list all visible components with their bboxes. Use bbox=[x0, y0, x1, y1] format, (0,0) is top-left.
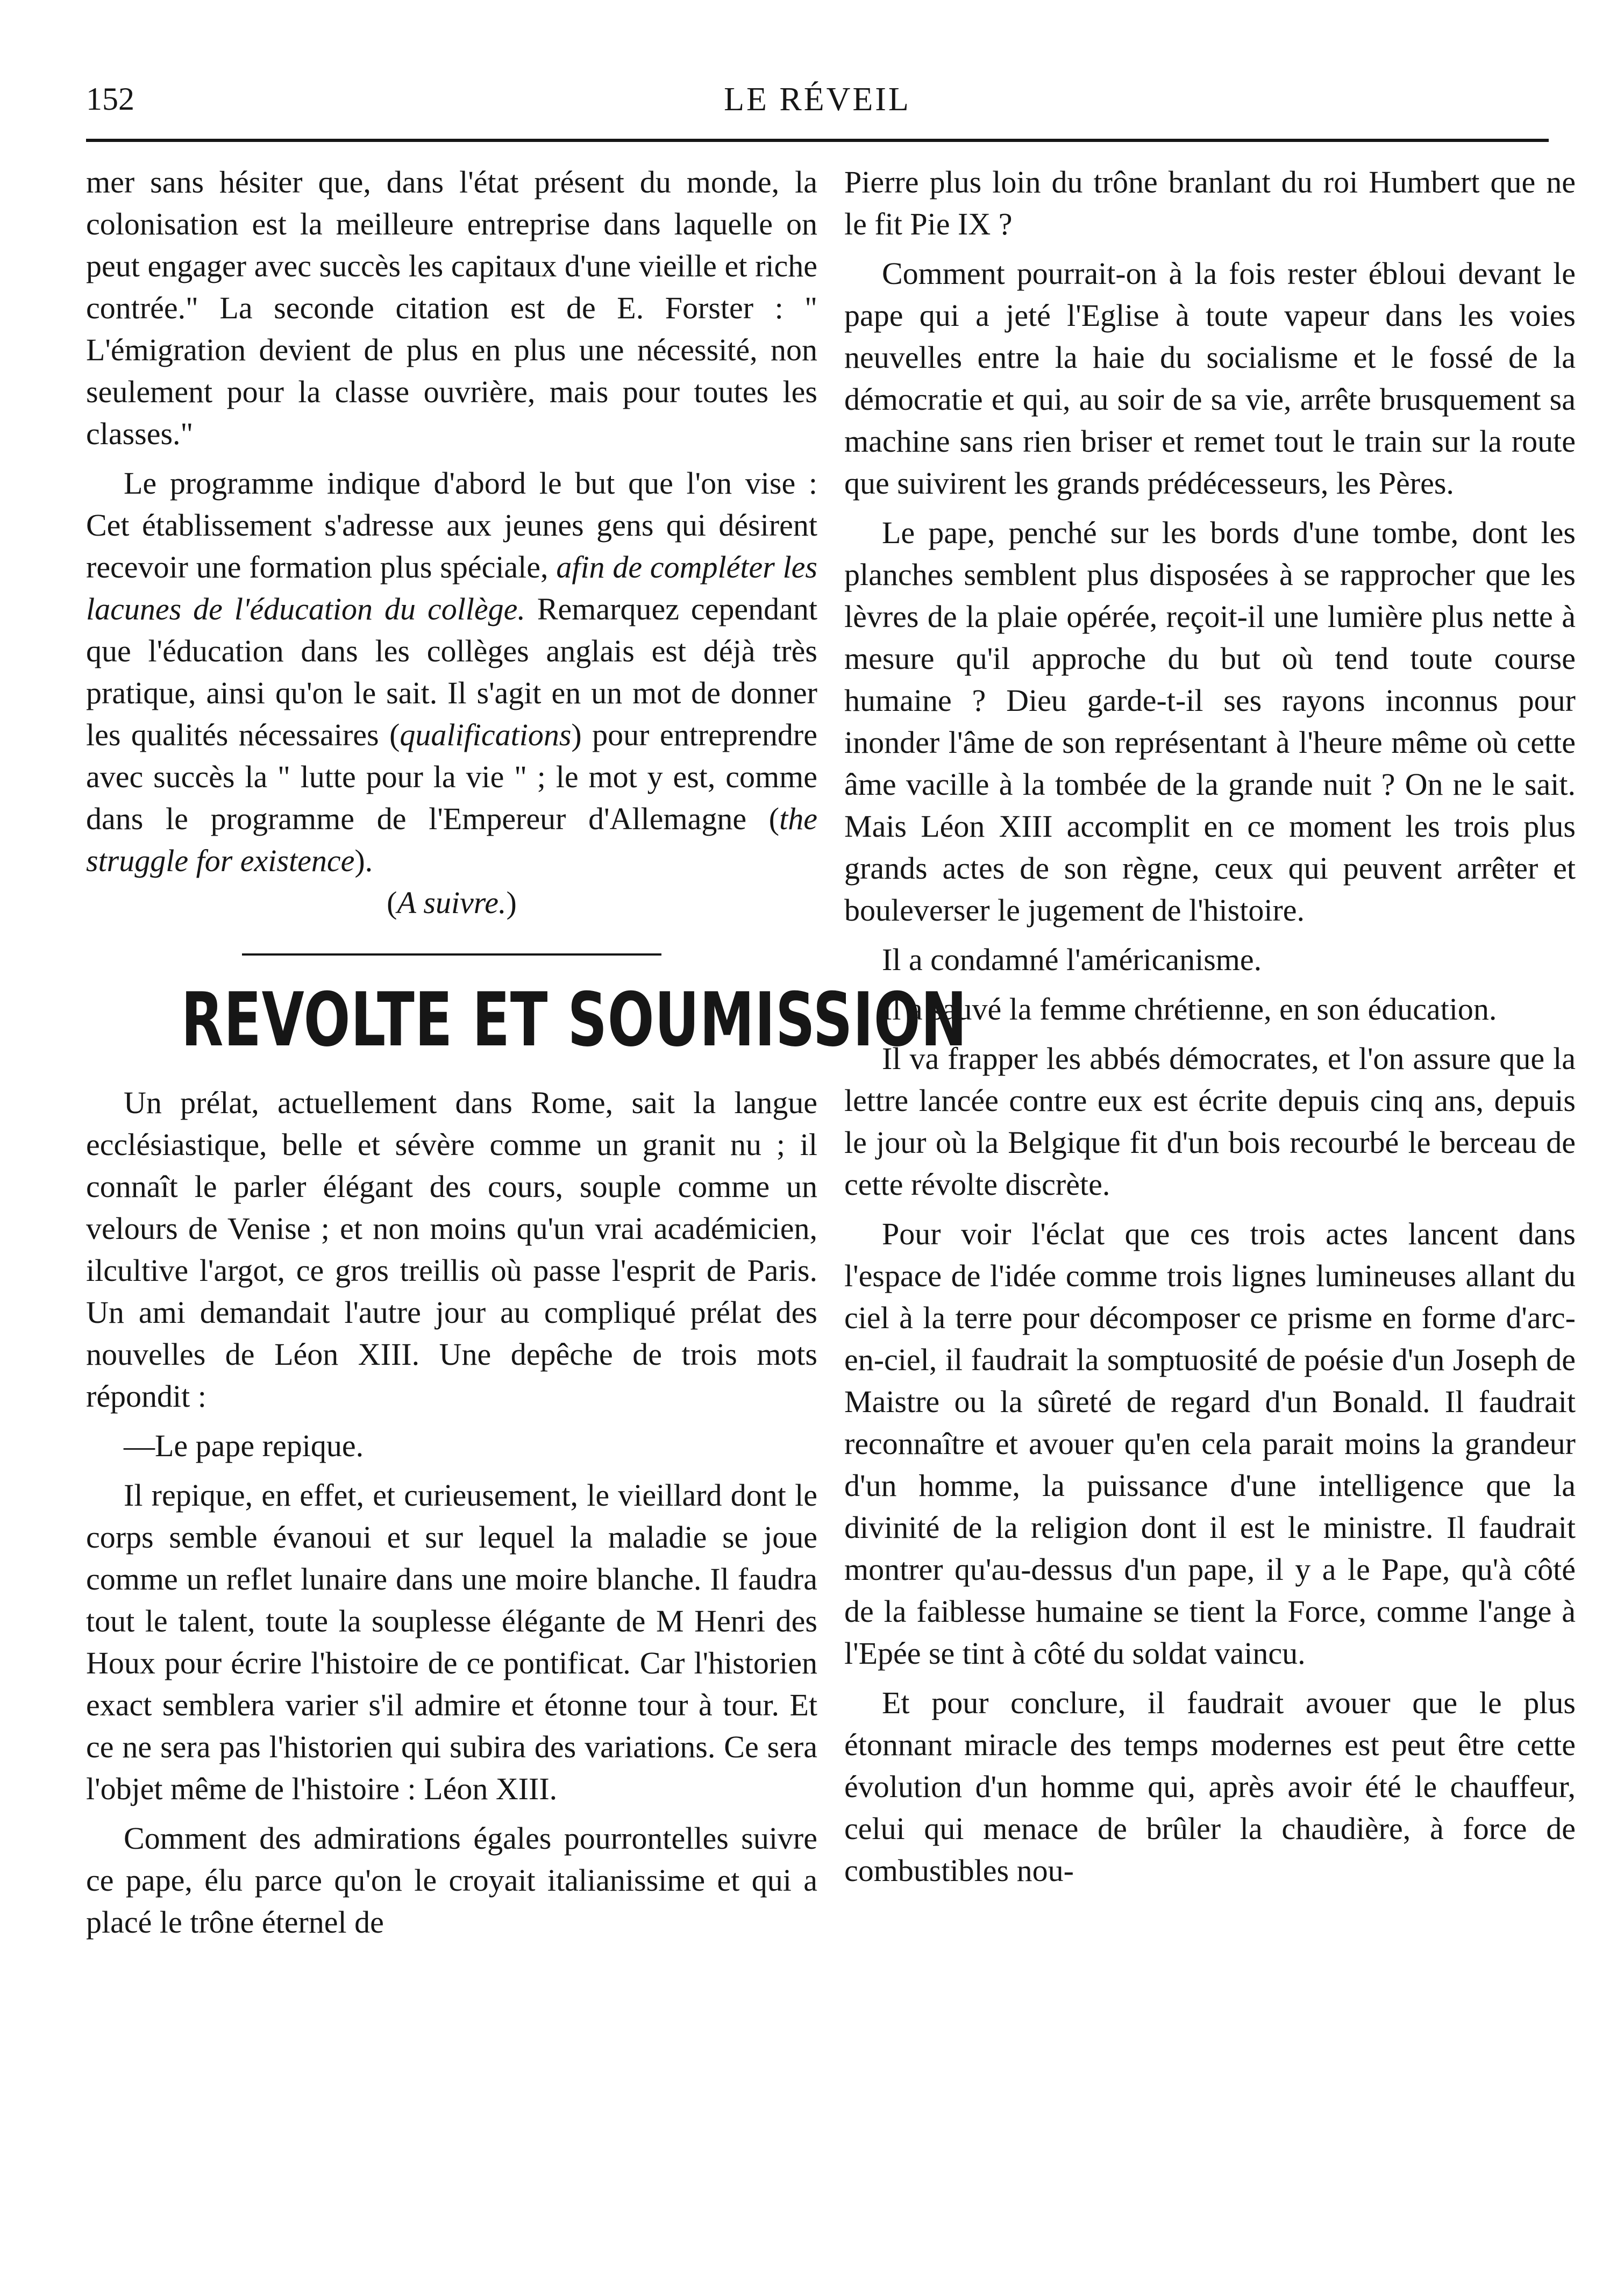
paragraph: Pour voir l'éclat que ces trois actes lancent dans l'espace de l'idée comme trois lignes lumineuses allant du ciel à la terre pour décomposer ce prisme en forme d'arc-en-ciel, il faudrait la somptuosité de poésie d'un Joseph de Maistre ou la sûreté de regard d'un Bonald. Il faudrait reconnaître et avouer qu'en cela parait moins la grandeur d'un homme, la puissance d'une intelligence que la divinité de la religion dont il est le ministre. Il faudrait montrer qu'au-dessus d'un pape, il y a le Pape, qu'à côté de la faiblesse humaine se tient la Force, comme l'ange à l'Epée se tint à côté du soldat vaincu. bbox=[844, 1216, 1576, 1671]
section-title: REVOLTE ET SOUMISSION bbox=[181, 977, 967, 1063]
page-number: 152 bbox=[86, 81, 134, 117]
paragraph: Il repique, en effet, et curieusement, le vieillard dont le corps semble évanoui et sur lequel la maladie se joue comme un reflet lunaire dans une moire blanche. Il faudra tout le talent, toute la souplesse élégante de M Henri des Houx pour écrire l'histoire de ce pontificat. Car l'historien exact semblera varier s'il admire et étonne tour à tour. Et ce ne sera pas l'historien qui subira des variations. Ce sera l'objet même de l'histoire : Léon XIII. bbox=[86, 1478, 817, 1806]
running-title: LE RÉVEIL bbox=[724, 81, 911, 118]
header-rule bbox=[86, 139, 1549, 142]
paragraph: Un prélat, actuellement dans Rome, sait la langue ecclésiastique, belle et sévère comme un granit nu ; il connaît le parler élégant des cours, souple comme un velours de Venise ; et non moins qu'un vrai académicien, ilcultive l'argot, ce gros treillis où passe l'esprit de Paris. Un ami demandait l'autre jour au compliqué prélat des nouvelles de Léon XIII. Une depêche de trois mots répondit : bbox=[86, 1085, 817, 1414]
paragraph: mer sans hésiter que, dans l'état présent du monde, la colonisation est la meilleure entreprise dans laquelle on peut engager avec succès les capitaux d'une vieille et riche contrée." La seconde citation est de E. Forster : " L'émigration devient de plus en plus une nécessité, non seulement pour la classe ouvrière, mais pour toutes les classes." bbox=[86, 165, 817, 451]
paragraph-text: Remarquez cependant que l'éducation dans les collèges anglais est déjà très pratique, ainsi qu'on le sait. Il s'agit en un mot de donner les qualités nécessaires ( bbox=[86, 592, 817, 752]
italic-text: the struggle for existence bbox=[86, 801, 817, 878]
to-be-continued bbox=[86, 882, 817, 924]
section-divider bbox=[242, 953, 661, 956]
paragraph: Comment des admirations égales pourrontelles suivre ce pape, élu parce qu'on le croyait italianissime et qui a placé le trône éternel de bbox=[86, 1821, 817, 1940]
right-column bbox=[844, 161, 1576, 1892]
paragraph: Il a sauvé la femme chrétienne, en son éducation. bbox=[882, 992, 1497, 1027]
left-column bbox=[86, 161, 967, 1943]
paragraph-text: Le programme indique d'abord le but que l'on vise : Cet établissement s'adresse aux jeunes gens qui désirent recevoir une formation plus spéciale, bbox=[86, 466, 817, 585]
page-header bbox=[86, 81, 1549, 140]
to-be-continued-text: A suivre. bbox=[397, 885, 507, 920]
paragraph: Comment pourrait-on à la fois rester ébloui devant le pape qui a jeté l'Eglise à toute vapeur dans les voies neuvelles entre la haie du socialisme et le fossé de la démocratie et qui, au soir de sa vie, arrête brusquement sa machine sans rien briser et remet tout le train sur la route que suivirent les grands prédécesseurs, les Pères. bbox=[844, 256, 1576, 501]
paragraph-text: ). bbox=[354, 843, 373, 878]
paragraph: —Le pape repique. bbox=[124, 1428, 364, 1463]
italic-text: afin de compléter les lacunes de l'éducation du collège. bbox=[86, 550, 817, 626]
paragraph: Il a condamné l'américanisme. bbox=[882, 942, 1262, 977]
paren: ) bbox=[506, 885, 517, 920]
paragraph: Il va frapper les abbés démocrates, et l'on assure que la lettre lancée contre eux est écrite depuis cinq ans, depuis le jour où la Belgique fit d'un bois recourbé le berceau de cette révolte discrète. bbox=[844, 1041, 1576, 1202]
paren: ( bbox=[387, 885, 397, 920]
paragraph: Et pour conclure, il faudrait avouer que le plus étonnant miracle des temps modernes est peut être cette évolution d'un homme qui, après avoir été le chauffeur, celui qui menace de brûler la chaudière, à force de combustibles nou- bbox=[844, 1685, 1576, 1888]
paragraph: Pierre plus loin du trône branlant du roi Humbert que ne le fit Pie IX ? bbox=[844, 165, 1576, 241]
italic-text: qualifications bbox=[400, 717, 572, 752]
paragraph-text: ) pour entreprendre avec succès la " lutte pour la vie " ; le mot y est, comme dans le programme de l'Empereur d'Allemagne ( bbox=[86, 717, 817, 836]
paragraph bbox=[86, 462, 817, 882]
paragraph: Le pape, penché sur les bords d'une tombe, dont les planches semblent plus disposées à se rapprocher que les lèvres de la plaie opérée, reçoit-il une lumière plus nette à mesure qu'il approche du but où tend toute course humaine ? Dieu garde-t-il ses rayons inconnus pour inonder l'âme de son représentant à l'heure même où cette âme vacille à la tombée de la grande nuit ? On ne le sait. Mais Léon XIII accomplit en ce moment les trois plus grands actes de son règne, ceux qui peuvent arrêter et bouleverser le jugement de l'histoire. bbox=[844, 515, 1576, 928]
